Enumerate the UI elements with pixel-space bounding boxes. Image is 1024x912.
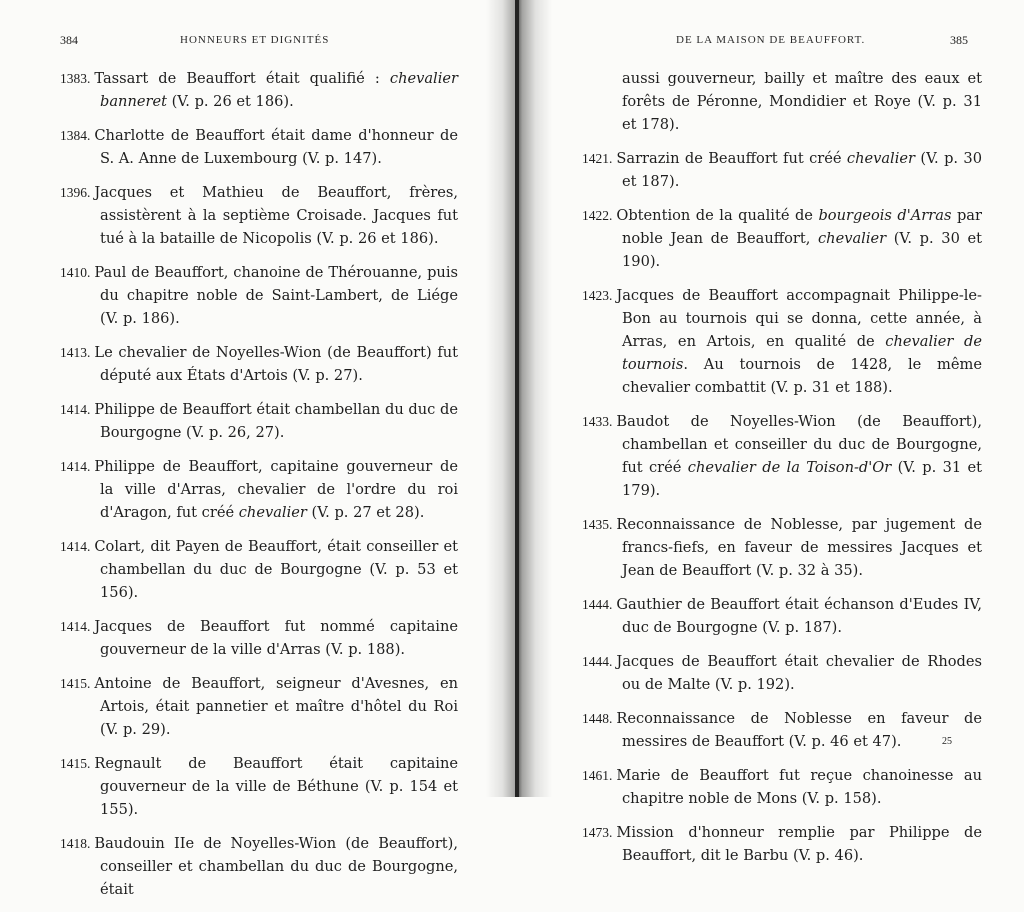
running-head: HONNEURS ET DIGNITÉS: [180, 34, 330, 46]
entry-italic-text: chevalier: [818, 230, 887, 247]
entry-text: Sarrazin de Beauffort fut créé: [616, 150, 847, 167]
chronology-entry: [582, 593, 982, 639]
entry-text: Jacques de Beauffort accompagnait Philippe-le-Bon au tournois qui se donna, cette année, à Arras, en Artois, en qualité de: [616, 287, 982, 350]
entry-year: 1414.: [60, 402, 91, 417]
entry-text: Colart, dit Payen de Beauffort, était conseiller et chambellan du duc de Bourgogne (V. p. 53 et 156).: [94, 538, 458, 601]
entry-text: (V. p. 31 et 179).: [622, 459, 982, 499]
chronology-entry: [60, 672, 458, 741]
chronology-entry: [60, 124, 458, 170]
entry-text: Mission d'honneur remplie par Philippe de Beauffort, dit le Barbu (V. p. 46).: [616, 824, 982, 864]
entry-text: Charlotte de Beauffort était dame d'honneur de S. A. Anne de Luxembourg (V. p. 147).: [94, 127, 458, 167]
entry-italic-text: chevalier banneret: [100, 70, 458, 110]
entry-text: Reconnaissance de Noblesse en faveur de messires de Beauffort (V. p. 46 et 47).: [616, 710, 982, 750]
entry-year: 1384.: [60, 128, 91, 143]
entry-italic-text: chevalier: [846, 150, 915, 167]
entry-year: 1413.: [60, 345, 91, 360]
chronology-entry: [582, 284, 982, 399]
entry-year: 1414.: [60, 459, 91, 474]
entry-text: Paul de Beauffort, chanoine de Thérouanne, puis du chapitre noble de Saint-Lambert, de Liége (V. p. 186).: [94, 264, 458, 327]
entry-text: Marie de Beauffort fut reçue chanoinesse au chapitre noble de Mons (V. p. 158).: [616, 767, 982, 807]
entry-italic-text: chevalier: [238, 504, 307, 521]
continued-entry: aussi gouverneur, bailly et maître des eaux et forêts de Péronne, Mondidier et Roye (V. p. 31 et 178).: [622, 70, 982, 133]
entry-year: 1435.: [582, 517, 613, 532]
entry-year: 1433.: [582, 414, 613, 429]
entry-list: [582, 67, 982, 878]
entry-year: 1421.: [582, 151, 613, 166]
entry-year: 1423.: [582, 288, 613, 303]
running-head: DE LA MAISON DE BEAUFFORT.: [676, 34, 866, 46]
page-number: 385: [950, 33, 968, 47]
chronology-entry: [60, 181, 458, 250]
entry-text: Philippe de Beauffort, capitaine gouverneur de la ville d'Arras, chevalier de l'ordre du roi d'Aragon, fut créé: [94, 458, 458, 521]
entry-text: Antoine de Beauffort, seigneur d'Avesnes, en Artois, était pannetier et maître d'hôtel du Roi (V. p. 29).: [94, 675, 458, 738]
left-page: [0, 0, 490, 898]
entry-year: 1396.: [60, 185, 91, 200]
entry-text: (V. p. 26 et 186).: [166, 93, 294, 110]
chronology-entry: [60, 535, 458, 604]
entry-text: Baudouin IIe de Noyelles-Wion (de Beauffort), conseiller et chambellan du duc de Bourgogne, était: [94, 835, 458, 898]
entry-text: Gauthier de Beauffort était échanson d'Eudes IV, duc de Bourgogne (V. p. 187).: [616, 596, 982, 636]
chronology-entry: [582, 147, 982, 193]
chronology-entry: [582, 764, 982, 810]
entry-year: 1461.: [582, 768, 613, 783]
entry-text: (V. p. 30 et 187).: [622, 150, 982, 190]
chronology-entry: [582, 650, 982, 696]
chronology-entry: [582, 707, 982, 753]
entry-text: Jacques et Mathieu de Beauffort, frères, assistèrent à la septième Croisade. Jacques fut tué à la bataille de Nicopolis (V. p. 26 et 186).: [94, 184, 458, 247]
entry-year: 1410.: [60, 265, 91, 280]
chronology-entry: [60, 752, 458, 821]
entry-year: 1414.: [60, 539, 91, 554]
entry-italic-text: chevalier de tournois: [622, 333, 982, 373]
chronology-entry: [60, 261, 458, 330]
entry-text: (V. p. 30 et 190).: [622, 230, 982, 270]
entry-text: . Au tournois de 1428, le même chevalier combattit (V. p. 31 et 188).: [622, 356, 982, 396]
entry-text: Reconnaissance de Noblesse, par jugement de francs-fiefs, en faveur de messires Jacques et Jean de Beauffort (V. p. 32 à 35).: [616, 516, 982, 579]
chronology-entry: [60, 398, 458, 444]
entry-list: [60, 67, 458, 912]
entry-text: Obtention de la qualité de: [616, 207, 819, 224]
entry-text: Jacques de Beauffort fut nommé capitaine gouverneur de la ville d'Arras (V. p. 188).: [94, 618, 458, 658]
signature-mark: 25: [942, 736, 952, 747]
chronology-entry: [582, 821, 982, 867]
chronology-entry: [582, 513, 982, 582]
entry-text: Regnault de Beauffort était capitaine gouverneur de la ville de Béthune (V. p. 154 et 155).: [94, 755, 458, 818]
entry-year: 1473.: [582, 825, 613, 840]
chronology-entry: [60, 615, 458, 661]
right-page: [540, 0, 1024, 864]
entry-year: 1415.: [60, 756, 91, 771]
entry-text: Le chevalier de Noyelles-Wion (de Beauffort) fut député aux États d'Artois (V. p. 27).: [94, 344, 458, 384]
entry-text: Philippe de Beauffort était chambellan du duc de Bourgogne (V. p. 26, 27).: [94, 401, 458, 441]
entry-year: 1422.: [582, 208, 613, 223]
entry-text: par noble Jean de Beauffort,: [622, 207, 982, 247]
page-number: 384: [60, 33, 78, 47]
chronology-entry: [60, 832, 458, 901]
chronology-entry: [60, 455, 458, 524]
chronology-entry: [60, 341, 458, 387]
entry-text: (V. p. 27 et 28).: [306, 504, 425, 521]
entry-year: 1418.: [60, 836, 91, 851]
entry-year: 1444.: [582, 654, 613, 669]
entry-italic-text: bourgeois d'Arras: [818, 207, 952, 224]
entry-text: Jacques de Beauffort était chevalier de Rhodes ou de Malte (V. p. 192).: [616, 653, 982, 693]
entry-year: 1444.: [582, 597, 613, 612]
entry-year: 1448.: [582, 711, 613, 726]
entry-italic-text: chevalier de la Toison-d'Or: [687, 459, 892, 476]
chronology-entry: [582, 204, 982, 273]
chronology-entry: [60, 67, 458, 113]
chronology-entry: [582, 410, 982, 502]
entry-year: 1414.: [60, 619, 91, 634]
entry-text: Tassart de Beauffort était qualifié :: [94, 70, 390, 87]
entry-text: Baudot de Noyelles-Wion (de Beauffort), chambellan et conseiller du duc de Bourgogne, fut créé: [616, 413, 982, 476]
book-spine-line: [515, 0, 519, 797]
entry-year: 1383.: [60, 71, 91, 86]
entry-year: 1415.: [60, 676, 91, 691]
